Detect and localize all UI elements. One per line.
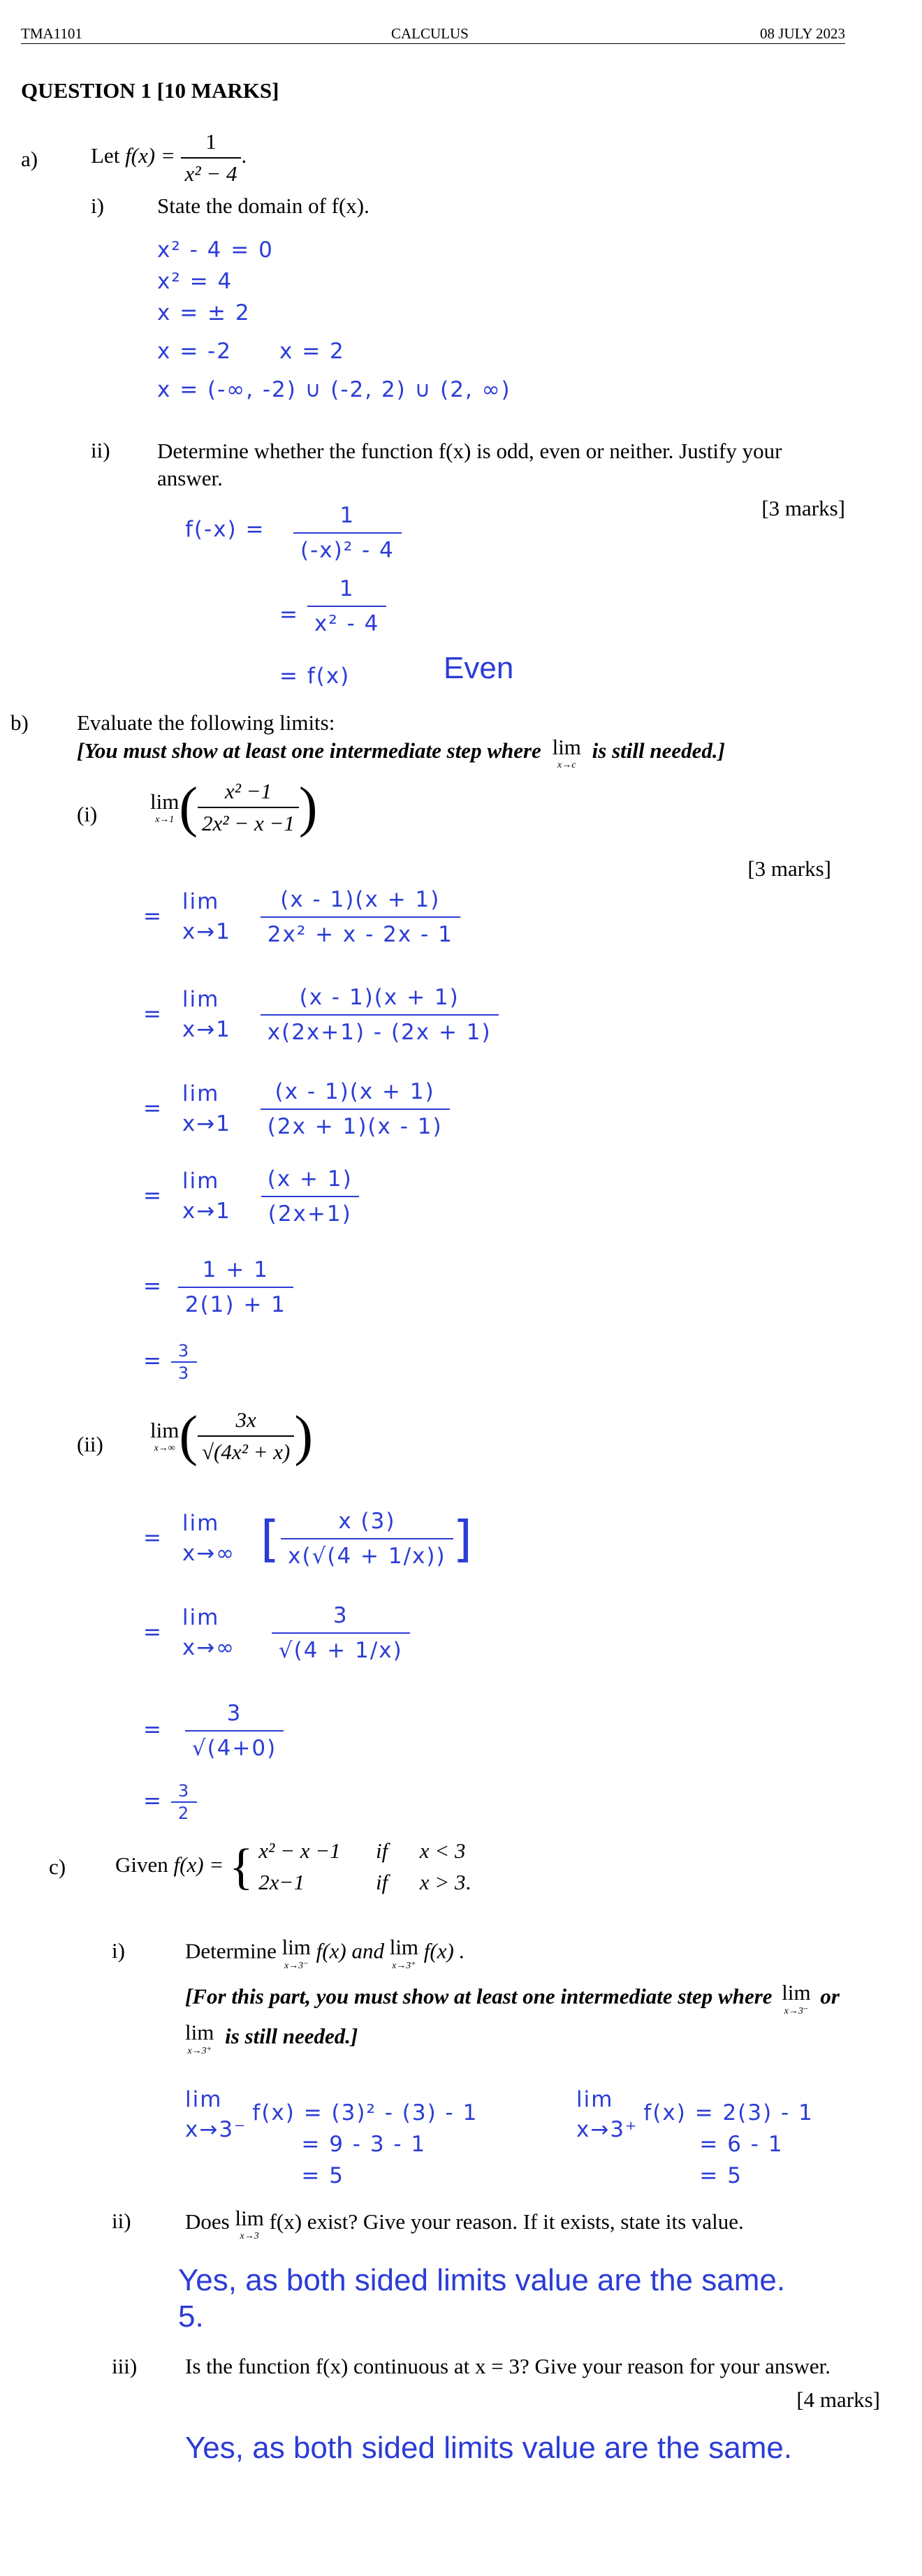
lim: lim [235, 2206, 264, 2230]
part-b-i-limit [150, 789, 179, 826]
part-b-intro: Evaluate the following limits: [77, 710, 335, 735]
part-a-statement [91, 129, 247, 186]
step-numerator: (x + 1) [267, 1166, 353, 1192]
part-c-ii-question [185, 2206, 744, 2242]
part-c-i-right-work [576, 2085, 814, 2192]
part-a-i-work-left: x = -2 [157, 339, 232, 364]
result-numerator: 3 [177, 1781, 191, 1801]
part-c-period: . [465, 1869, 471, 1894]
part-c-fx: f(x) = [173, 1852, 224, 1878]
step-sub: x→1 [182, 1111, 231, 1137]
part-c-iii-answer: Yes, as both sided limits value are the same. [185, 2431, 793, 2465]
part-b-note-sub: x→c [557, 760, 576, 770]
lim: lim [782, 1980, 811, 2005]
part-b-label: b) [10, 710, 29, 735]
part-c-iii-marks: [4 marks] [796, 2387, 880, 2412]
part-c-ii-answer-line-2: 5. [178, 2299, 204, 2334]
part-a-ii-final: = f(x) [279, 664, 351, 689]
course-code: TMA1101 [21, 25, 82, 42]
step-numerator: x (3) [338, 1509, 396, 1535]
case1-if: if [376, 1838, 388, 1863]
part-a-ii-fraction-1 [293, 503, 402, 563]
part-b-ii-expression [150, 1407, 313, 1465]
lim: lim [281, 1935, 311, 1959]
work-line: = 5 [699, 2162, 742, 2188]
case2-if: if [376, 1869, 388, 1894]
step-denominator: (2x+1) [261, 1196, 359, 1227]
part-b-i-fraction [198, 779, 299, 836]
lim-sub: x→3⁻ [185, 2117, 247, 2143]
note-or: or [820, 1984, 840, 2009]
step-numerator: (x - 1)(x + 1) [275, 1079, 435, 1105]
part-a-ii-lhs: f(-x) = [185, 517, 265, 542]
part-c-i-label: i) [112, 1938, 125, 1963]
part-a-ii-den-2: x² - 4 [307, 606, 386, 636]
step-denominator: x(√(4 + 1/x)) [281, 1538, 453, 1569]
part-b-i-step: = lim x→1 $\frac{(x - 1)(x + 1)}{(2x + 1)(x - 1)}$ [143, 1079, 450, 1140]
result-denominator: 2 [171, 1801, 197, 1823]
part-c-i-fx2: f(x) . [423, 1938, 465, 1963]
part-a-i-answer: x = (-∞, -2) ∪ (-2, 2) ∪ (2, ∞) [157, 377, 511, 402]
part-a-fraction [181, 129, 242, 186]
lim: lim [576, 2087, 614, 2112]
step-denominator: x(2x+1) - (2x + 1) [261, 1014, 499, 1045]
step-sub: x→1 [182, 1199, 231, 1224]
part-c-i-note-line-2 [185, 2020, 358, 2057]
left-paren: ( [179, 1405, 198, 1467]
lim-sub: x→3⁺ [392, 1961, 416, 1971]
part-a-period: . [241, 143, 247, 168]
work-line: = 6 - 1 [699, 2131, 784, 2157]
result-denominator: 3 [171, 1361, 197, 1383]
part-b-note-limit [553, 735, 581, 771]
step-lim: lim [182, 1081, 220, 1106]
part-a-fx: f(x) = [125, 143, 175, 168]
step-numerator: 3 [332, 1603, 349, 1629]
course-subject: CALCULUS [391, 25, 469, 42]
work-line: f(x) = (3)² - (3) - 1 [252, 2100, 478, 2125]
part-a-i-work-line: x = ± 2 [157, 300, 251, 325]
part-c-i-left-work [185, 2085, 478, 2192]
part-c-i-limit-1 [282, 1935, 311, 1972]
step-sub: x→∞ [182, 1635, 235, 1661]
part-b-i-marks: [3 marks] [747, 856, 831, 881]
part-b-i-step: = lim x→1 $\frac{(x - 1)(x + 1)}{x(2x+1) - (2x + 1)}$ [143, 985, 499, 1046]
lim-sub: x→3⁻ [784, 2006, 809, 2017]
lim-sub: x→3⁻ [284, 1961, 309, 1971]
part-b-i-denominator: 2x² − x −1 [198, 807, 299, 836]
part-a-ii-fraction-2 [307, 576, 386, 636]
step-sub: x→1 [182, 919, 231, 945]
note-post: is still needed.] [225, 2024, 358, 2049]
work-line: = 9 - 3 - 1 [301, 2131, 427, 2157]
question-title: QUESTION 1 [10 MARKS] [21, 78, 279, 103]
note-pre: [For this part, you must show at least one intermediate step where [185, 1984, 773, 2009]
part-b-i-numerator: x² −1 [224, 779, 272, 803]
part-b-i-substitution: = $\frac{1 + 1}{2(1) + 1}$ [143, 1257, 293, 1317]
step-denominator: 2x² + x - 2x - 1 [261, 916, 460, 947]
lim: lim [389, 1935, 419, 1959]
part-b-i-result: = $\frac{3}{3}$ [143, 1341, 197, 1383]
part-b-i-sub: x→1 [155, 814, 175, 825]
lim-sub: x→3 [240, 2231, 259, 2241]
part-b-note-lim: lim [552, 735, 581, 759]
right-paren: ) [294, 1405, 314, 1467]
part-a-ii-eq: = [279, 602, 299, 627]
part-b-ii-step: = lim x→∞ $\frac{3}{√(4 + 1/x)}$ [143, 1603, 410, 1664]
part-b-ii-lim: lim [150, 1418, 180, 1442]
work-line: = 5 [301, 2162, 344, 2188]
part-a-i-work-line: x² = 4 [157, 269, 233, 294]
part-c-label: c) [49, 1854, 66, 1879]
step-denominator: √(4+0) [185, 1730, 284, 1761]
case2-expr: 2x−1 [258, 1869, 305, 1894]
part-c-i-limit-2 [390, 1935, 418, 1972]
case2-cond: x > 3 [419, 1869, 466, 1894]
part-a-ii-den-1: (-x)² - 4 [293, 532, 402, 563]
case1-cond: x < 3 [419, 1838, 466, 1863]
right-paren: ) [298, 777, 318, 838]
part-a-ii-num-1: 1 [339, 503, 356, 528]
part-b-ii-numerator: 3x [235, 1407, 256, 1432]
step-lim: lim [182, 889, 220, 914]
part-b-i-expression [150, 779, 318, 836]
part-c-intro: Given [115, 1852, 168, 1878]
part-a-ii-label: ii) [91, 438, 110, 462]
part-a-ii-answer: Even [444, 651, 514, 685]
part-a-i-work-right: x = 2 [279, 339, 345, 364]
part-c-i-fx1: f(x) and [316, 1938, 384, 1963]
part-b-note [77, 735, 725, 771]
note-limit-2 [185, 2020, 214, 2057]
part-b-ii-step: = $\frac{3}{√(4+0)}$ [143, 1701, 284, 1761]
step-numerator: (x - 1)(x + 1) [280, 887, 441, 913]
part-c-ii-limit [235, 2206, 263, 2242]
step-sub: x→∞ [182, 1541, 235, 1567]
part-c-ii-label: ii) [112, 2209, 131, 2233]
step-lim: lim [182, 1511, 220, 1536]
part-b-ii-denominator: √(4x² + x) [198, 1435, 294, 1465]
part-c-ii-answer-line-1: Yes, as both sided limits value are the same. [178, 2263, 786, 2297]
part-c-i-note [185, 1980, 840, 2017]
part-a-ii-num-2: 1 [339, 576, 355, 601]
part-b-i-step: = lim x→1 $\frac{(x + 1)}{(2x+1)}$ [143, 1166, 360, 1227]
result-numerator: 3 [177, 1341, 191, 1361]
part-a-i-question: State the domain of f(x). [157, 193, 369, 218]
left-brace: { [228, 1838, 254, 1895]
step-sub: x→1 [182, 1017, 231, 1043]
lim-sub: x→3⁺ [187, 2046, 212, 2056]
lim-sub: x→3⁺ [576, 2117, 638, 2143]
part-a-label: a) [21, 147, 38, 171]
part-b-ii-sub: x→∞ [154, 1443, 175, 1454]
page-header [21, 25, 845, 44]
sub-numerator: 1 + 1 [202, 1257, 269, 1282]
step-lim: lim [182, 1169, 220, 1194]
step-denominator: √(4 + 1/x) [272, 1632, 410, 1663]
part-c-iii-label: iii) [112, 2354, 138, 2378]
part-a-denominator: x² − 4 [181, 157, 242, 186]
part-b-note-post: is still needed.] [592, 738, 725, 763]
sub-denominator: 2(1) + 1 [178, 1287, 293, 1317]
part-b-i-label: (i) [77, 802, 98, 826]
exam-date: 08 JULY 2023 [760, 25, 845, 42]
part-a-ii-question: Determine whether the function f(x) is odd, even or neither. Justify your answer. [157, 439, 782, 490]
part-b-ii-result: = $\frac{3}{2}$ [143, 1781, 197, 1823]
part-b-i-lim: lim [150, 789, 180, 814]
ii-pre: Does [185, 2209, 230, 2234]
part-a-numerator: 1 [205, 129, 217, 154]
lim: lim [185, 2087, 223, 2112]
work-line: f(x) = 2(3) - 1 [643, 2100, 814, 2125]
ii-post: f(x) exist? Give your reason. If it exists, state its value. [269, 2209, 744, 2234]
lim: lim [185, 2020, 214, 2044]
step-lim: lim [182, 1605, 220, 1630]
part-b-note-pre: [You must show at least one intermediate step where [77, 738, 541, 763]
step-numerator: (x - 1)(x + 1) [299, 985, 460, 1011]
piecewise-cases [258, 1836, 471, 1898]
part-c-i-pre: Determine [185, 1938, 277, 1963]
left-paren: ( [179, 777, 198, 838]
part-a-intro: Let [91, 143, 120, 168]
step-numerator: 3 [226, 1701, 242, 1726]
part-c-statement [115, 1836, 471, 1898]
part-c-iii-question: Is the function f(x) continuous at x = 3? Give your reason for your answer. [185, 2354, 830, 2378]
part-a-ii-marks: [3 marks] [761, 496, 845, 520]
part-a-i-label: i) [91, 193, 104, 218]
part-b-ii-label: (ii) [77, 1432, 103, 1456]
step-lim: lim [182, 987, 220, 1012]
part-b-ii-fraction [198, 1407, 294, 1465]
case1-expr: x² − x −1 [258, 1838, 341, 1863]
part-c-i-question [185, 1935, 464, 1972]
part-a-i-work-line: x² - 4 = 0 [157, 237, 274, 263]
step-denominator: (2x + 1)(x - 1) [261, 1108, 450, 1139]
part-b-ii-step: = lim x→∞ [ $\frac{x (3)}{x(√(4 + 1/x))}$ ] [143, 1509, 474, 1569]
part-b-ii-limit [150, 1418, 179, 1454]
part-b-i-step: = lim x→1 $\frac{(x - 1)(x + 1)}{\text{2x² + x - 2x - 1}}$ [143, 887, 460, 948]
note-limit-1 [782, 1980, 810, 2017]
